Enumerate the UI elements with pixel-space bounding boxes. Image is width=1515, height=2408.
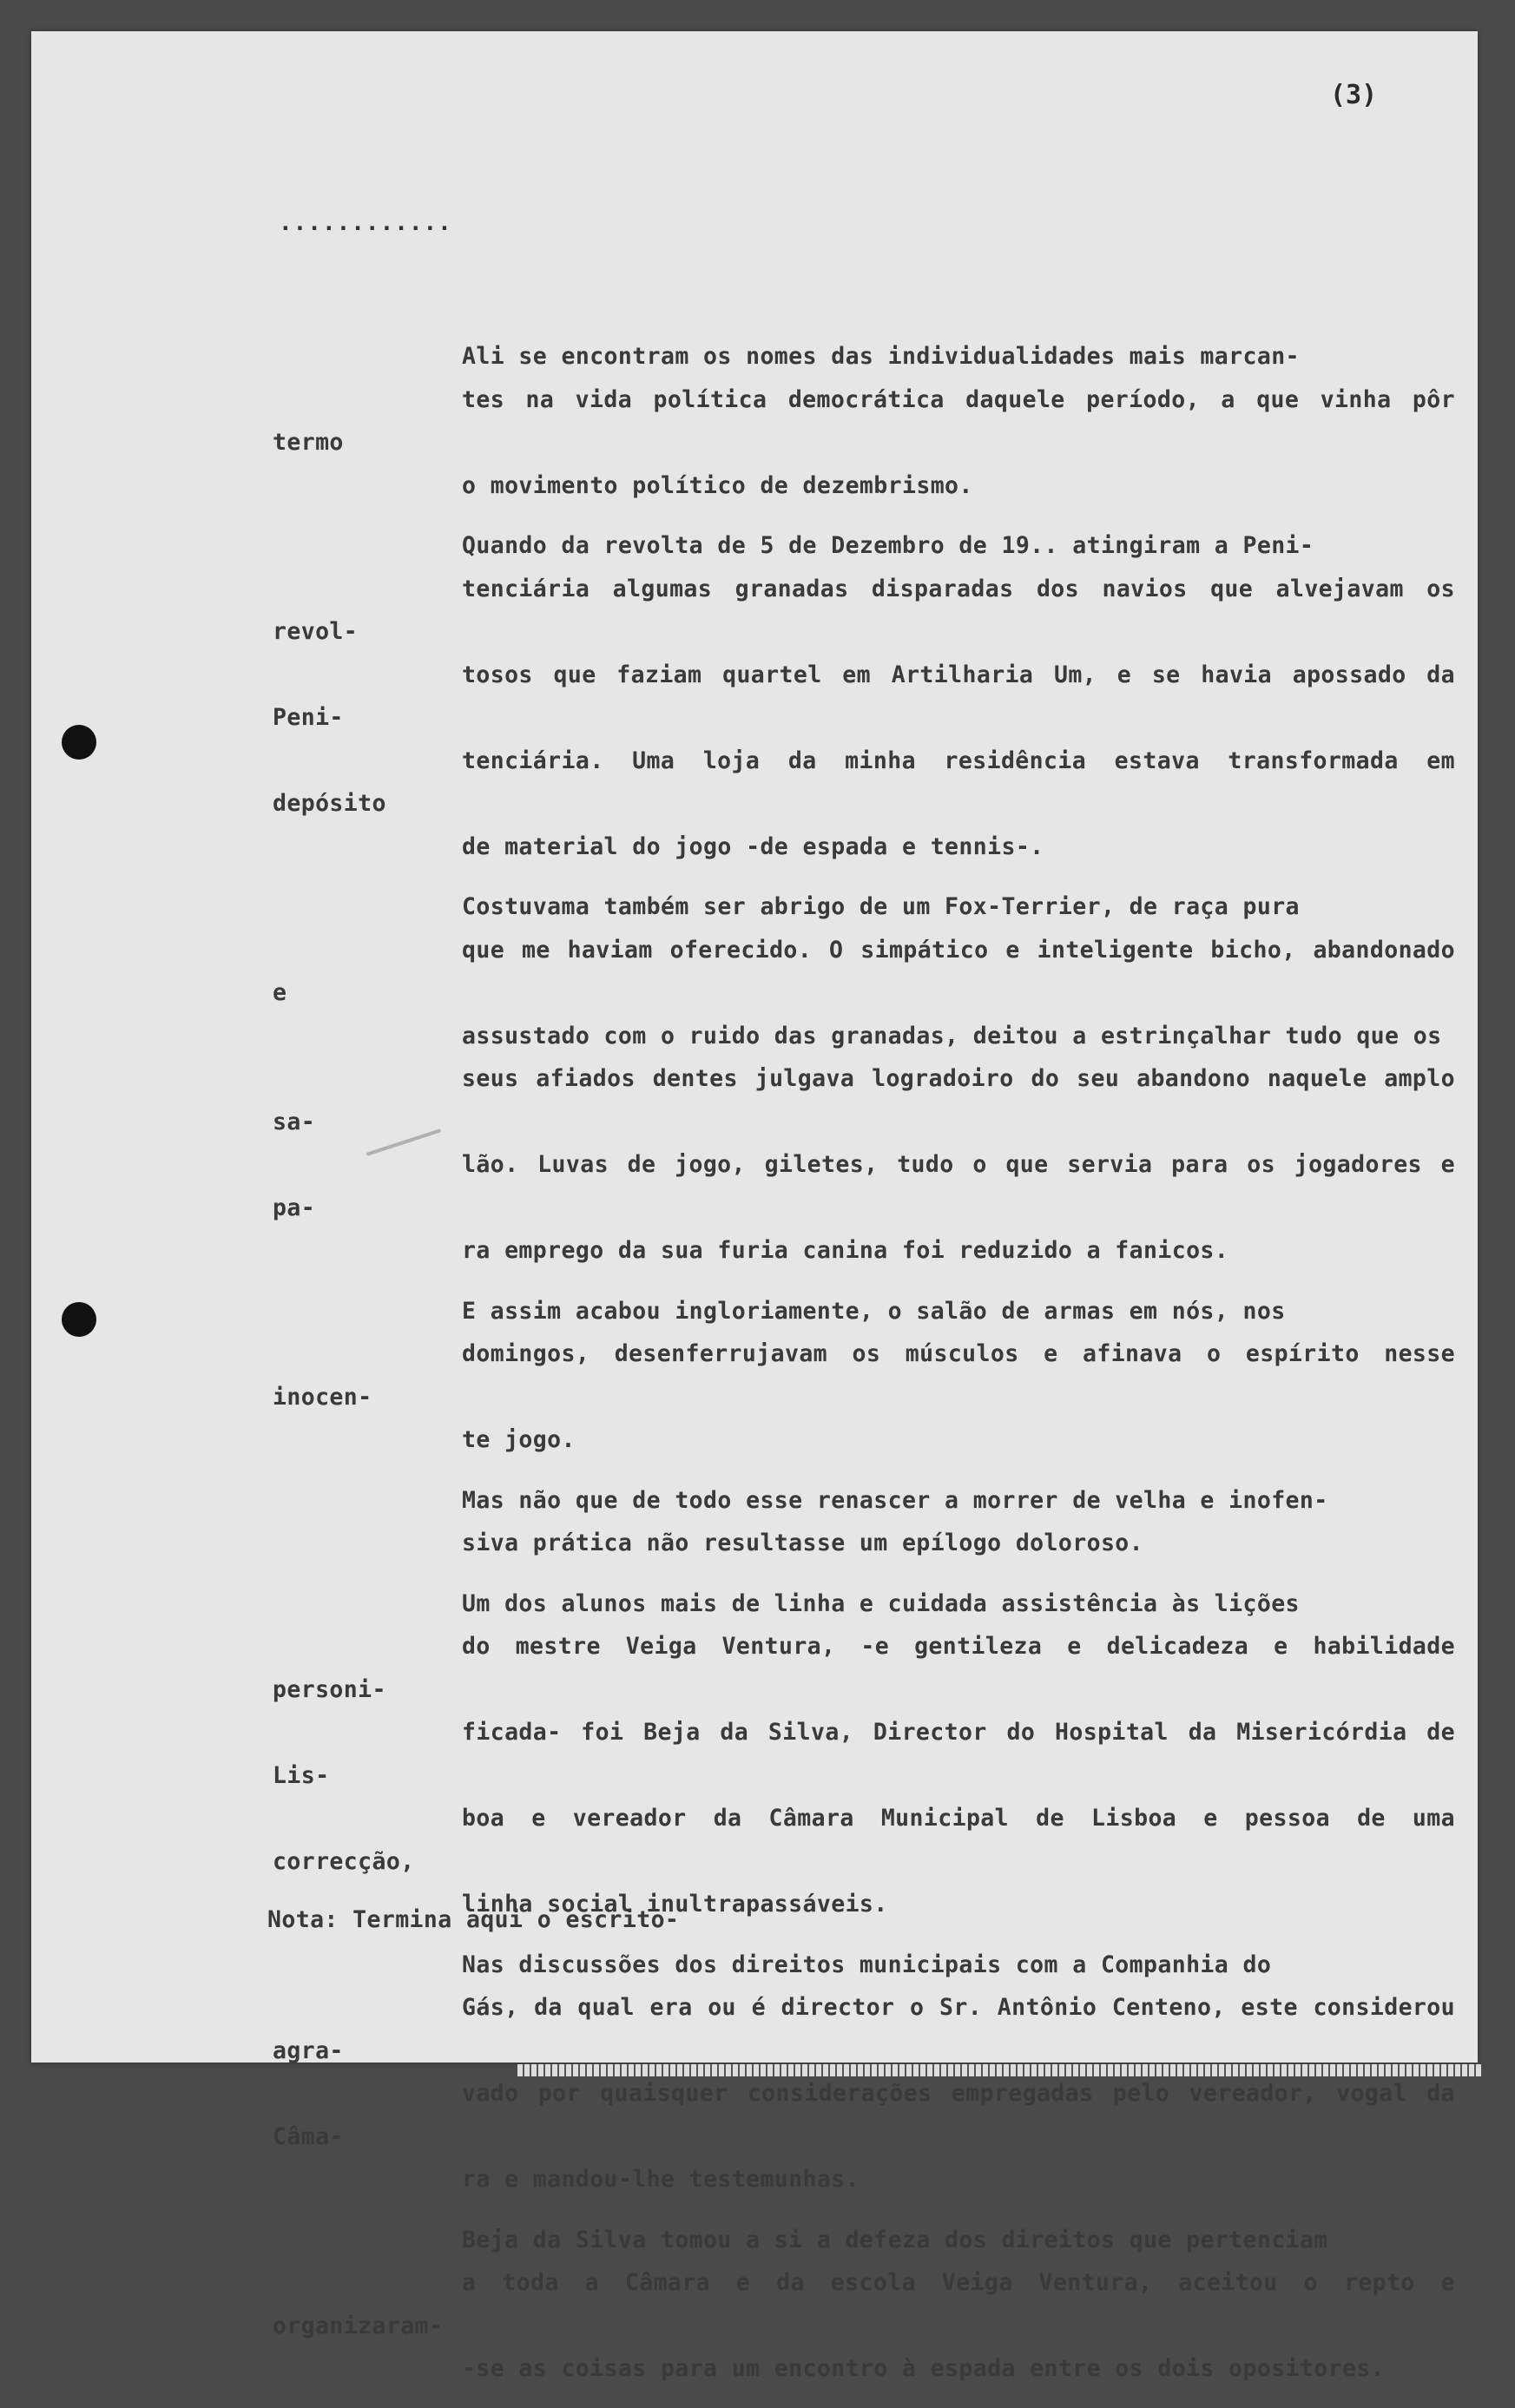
text-line: Gás, da qual era ou é director o Sr. Antônio Centeno, este considerou agra- bbox=[273, 1994, 1455, 2064]
text-line: Costuvama também ser abrigo de um Fox-Terrier, de raça pura bbox=[462, 893, 1300, 920]
text-line: boa e vereador da Câmara Municipal de Lisboa e pessoa de uma correcção, bbox=[273, 1805, 1455, 1875]
text-line: siva prática não resultasse um epílogo doloroso. bbox=[462, 1530, 1144, 1556]
section-separator: ............ bbox=[279, 210, 452, 236]
paragraph bbox=[273, 1479, 1455, 1565]
text-line: que me haviam oferecido. O simpático e inteligente bicho, abandonado e bbox=[273, 936, 1455, 1006]
text-line: assustado com o ruido das granadas, deitou a estrinçalhar tudo que os bbox=[462, 1022, 1442, 1049]
text-line: tenciária. Uma loja da minha residência estava transformada em depósito bbox=[273, 747, 1455, 817]
text-line: linha social inultrapassáveis. bbox=[462, 1891, 888, 1918]
text-line: E assim acabou ingloriamente, o salão de armas em nós, nos bbox=[462, 1297, 1286, 1325]
scan-ruler bbox=[517, 2064, 1481, 2076]
text-line: a toda a Câmara e da escola Veiga Ventura, aceitou o repto e organizaram- bbox=[273, 2269, 1455, 2339]
punch-hole-top bbox=[62, 725, 96, 760]
text-line: Beja da Silva tomou a si a defeza dos direitos que pertenciam bbox=[462, 2226, 1328, 2253]
text-line: tosos que faziam quartel em Artilharia Um, e se havia apossado da Peni- bbox=[273, 661, 1455, 731]
page-number: (3) bbox=[1330, 80, 1378, 110]
closing-note: Nota: Termina aqui o escrito- bbox=[267, 1906, 680, 1933]
paragraph bbox=[273, 335, 1455, 507]
text-line: Quando da revolta de 5 de Dezembro de 19.. atingiram a Peni- bbox=[462, 532, 1314, 559]
text-line: -se as coisas para um encontro à espada entre os dois opositores. bbox=[462, 2355, 1386, 2382]
body-text bbox=[273, 335, 1455, 2408]
text-line: ficada- foi Beja da Silva, Director do Hospital da Misericórdia de Lis- bbox=[273, 1719, 1455, 1789]
text-line: Um dos alunos mais de linha e cuidada assistência às lições bbox=[462, 1589, 1300, 1617]
text-line: tes na vida política democrática daquele período, a que vinha pôr termo bbox=[273, 385, 1455, 456]
text-line: te jogo. bbox=[462, 1426, 576, 1453]
text-line: do mestre Veiga Ventura, -e gentileza e delicadeza e habilidade personi- bbox=[273, 1633, 1455, 1703]
paragraph bbox=[273, 885, 1455, 1273]
text-line: de material do jogo -de espada e tennis-. bbox=[462, 832, 1044, 860]
text-line: Nas discussões dos direitos municipais com a Companhia do bbox=[462, 1951, 1272, 1978]
text-line: lão. Luvas de jogo, giletes, tudo o que servia para os jogadores e pa- bbox=[273, 1151, 1455, 1221]
text-line: tenciária algumas granadas disparadas dos navios que alvejavam os revol- bbox=[273, 575, 1455, 645]
punch-hole-bottom bbox=[62, 1302, 96, 1337]
text-line: ra emprego da sua furia canina foi reduzido a fanicos. bbox=[462, 1237, 1229, 1264]
paragraph bbox=[273, 2219, 1455, 2391]
text-line: vado por quaisquer considerações empregadas pelo vereador, vogal da Câma- bbox=[273, 2080, 1455, 2150]
typed-page bbox=[31, 31, 1478, 2382]
text-line: domingos, desenferrujavam os músculos e afinava o espírito nesse inocen- bbox=[273, 1340, 1455, 1411]
text-line: ra e mandou-lhe testemunhas. bbox=[462, 2166, 860, 2193]
text-line: Mas não que de todo esse renascer a morrer de velha e inofen- bbox=[462, 1486, 1328, 1514]
paragraph bbox=[273, 524, 1455, 868]
text-line: o movimento político de dezembrismo. bbox=[462, 471, 973, 499]
text-line: Ali se encontram os nomes das individualidades mais marcan- bbox=[462, 343, 1300, 370]
text-line: seus afiados dentes julgava logradoiro do seu abandono naquele amplo sa- bbox=[273, 1065, 1455, 1135]
paragraph bbox=[273, 1290, 1455, 1462]
paragraph bbox=[273, 1582, 1455, 1926]
